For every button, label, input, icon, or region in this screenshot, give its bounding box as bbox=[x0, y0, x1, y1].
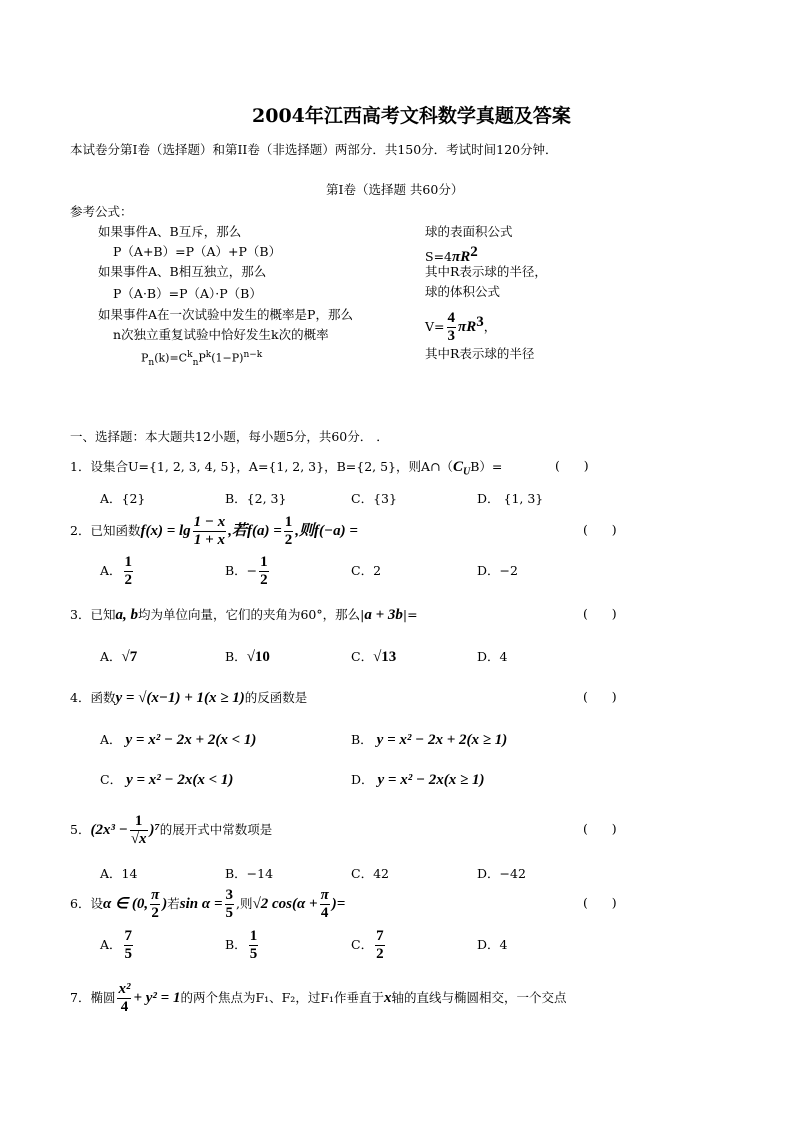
answer-paren: ( ) bbox=[583, 522, 617, 537]
formula-line: 球的表面积公式 bbox=[425, 224, 513, 239]
answer-paren: ( ) bbox=[555, 458, 589, 473]
ref-heading: 参考公式： bbox=[70, 204, 133, 219]
formula-line: P（A·B）=P（A）·P（B） bbox=[113, 286, 262, 301]
answer-paren: ( ) bbox=[583, 821, 617, 836]
option-c: C． $\frac{7}{2}$ bbox=[351, 928, 384, 962]
answer-paren: ( ) bbox=[583, 606, 617, 621]
option-d: D． y = x² − 2x(x ≥ 1) bbox=[351, 772, 485, 788]
exam-page: 2004年江西高考文科数学真题及答案 本试卷分第I卷（选择题）和第II卷（非选择题）两部分．共150分．考试时间120分钟． 第I卷（选择题 共60分） 参考公式： 如果事件A、B互斥，那么 P（A+B）=P（A）+P（B） 如果事件A、B相互独立，那么 P（A·B）=P（A）·P（B） 如果事件A在一次试验中发生的概率是P，那么 n次独立重复试验中恰好发生k次的概率 $P_n(k)=C^k_nP^k(1-P)^{n-k}$ 球的表面积公式 $S=4\pi R^2$ 其中R表示球的半径， 球的体积公式 V= $\frac{4}{3}$ $\pi R^3$， 其中R表示球的半径 一、选择题：本大题共12小题，每小题5分，共60分． ． 1．设集合U={1, 2, 3, 4, 5}，A={1, 2, 3}，B={2, 5}，则$A\cap(C_UB)=$ ( ) A．{2} B．{2, 3} C．{3} D． {1, 3} 2．已知函数f(x) = lg $\frac{1 - x}{1 + x}$ ,若f(a) = $\frac{1}{2}$ ,则f(−a) = ( ) A． $\frac{1}{2}$ B．− $\frac{1}{2}$ C．2 D．−2 3．已知a, b均为单位向量，它们的夹角为60°，那么|a + 3b|= ( ) A．√7 B．√10 C．√13 D．4 4．函数y = √(x−1) + 1(x ≥ 1)的反函数是 ( ) A． y = x² − 2x + 2(x < 1) B． y = x² − 2x + 2(x ≥ 1) C． y = x² − 2x(x < 1) D． y = x² − 2x(x ≥ 1) 5．(2x³ − $\frac{1}{√x}$ )⁷的展开式中常数项是 ( ) A．14 B．−14 C．42 D．−42 6．设α ∈ (0, $\frac{\pi}{2}$ )若sin α = $\frac{3}{5}$ ,则√2 cos(α + $\frac{\pi}{4}$ )= ( ) A． $\frac{7}{5}$ B． $\frac{1}{5}$ C． $\frac{7}{2}$ D．4 7．椭圆 $\frac{\text{x²}}{4}$ + y² = 1的两个焦点为F₁、F₂，过F₁作垂直于x轴的直线与椭圆相交，一个交点 bbox=[0, 0, 794, 1123]
option-a: A．14 bbox=[100, 866, 138, 881]
option-b: B．{2, 3} bbox=[225, 491, 287, 506]
intro-text: 本试卷分第I卷（选择题）和第II卷（非选择题）两部分．共150分．考试时间120分钟． bbox=[70, 142, 558, 157]
option-c: C．{3} bbox=[351, 491, 397, 506]
formula-line: n次独立重复试验中恰好发生k次的概率 bbox=[113, 327, 329, 342]
option-d: D．−42 bbox=[477, 866, 526, 881]
option-d: D．−2 bbox=[477, 563, 518, 578]
part-heading: 第I卷（选择题 共60分） bbox=[326, 182, 464, 197]
option-a: A． y = x² − 2x + 2(x < 1) bbox=[100, 732, 257, 748]
option-a: A．{2} bbox=[100, 491, 146, 506]
option-b: B． y = x² − 2x + 2(x ≥ 1) bbox=[351, 732, 508, 748]
formula-line: 其中R表示球的半径， bbox=[425, 264, 547, 279]
option-d: D．4 bbox=[477, 649, 508, 664]
option-c: C．√13 bbox=[351, 649, 397, 665]
option-b: B．−14 bbox=[225, 866, 274, 881]
option-b: B． $\frac{1}{5}$ bbox=[225, 928, 258, 962]
option-a: A． $\frac{1}{2}$ bbox=[100, 554, 133, 588]
option-b: B．√10 bbox=[225, 649, 270, 665]
formula-line: 其中R表示球的半径 bbox=[425, 346, 535, 361]
sphere-volume-formula: V= $\frac{4}{3}$ $\pi R^3$， bbox=[425, 310, 497, 345]
option-d: D． {1, 3} bbox=[477, 491, 544, 506]
option-a: A． $\frac{7}{5}$ bbox=[100, 928, 133, 962]
formula-line: 如果事件A、B互斥，那么 bbox=[98, 224, 242, 239]
option-c: C． y = x² − 2x(x < 1) bbox=[100, 772, 234, 788]
option-d: D．4 bbox=[477, 937, 508, 952]
formula-line: 如果事件A在一次试验中发生的概率是P，那么 bbox=[98, 307, 353, 322]
page-title: 2004年江西高考文科数学真题及答案 bbox=[252, 105, 571, 127]
binomial-formula: $P_n(k)=C^k_nP^k(1-P)^{n-k}$ bbox=[141, 350, 263, 368]
option-c: C．2 bbox=[351, 563, 382, 578]
answer-paren: ( ) bbox=[583, 895, 617, 910]
option-b: B．− $\frac{1}{2}$ bbox=[225, 554, 268, 588]
option-c: C．42 bbox=[351, 866, 389, 881]
section-heading: 一、选择题：本大题共12小题，每小题5分，共60分． ． bbox=[70, 429, 389, 444]
answer-paren: ( ) bbox=[583, 689, 617, 704]
formula-line: 球的体积公式 bbox=[425, 284, 501, 299]
formula-line: 如果事件A、B相互独立，那么 bbox=[98, 264, 267, 279]
formula-line: P（A+B）=P（A）+P（B） bbox=[113, 244, 282, 259]
option-a: A．√7 bbox=[100, 649, 138, 665]
sphere-area-formula: $S=4\pi R^2$ bbox=[425, 244, 478, 266]
